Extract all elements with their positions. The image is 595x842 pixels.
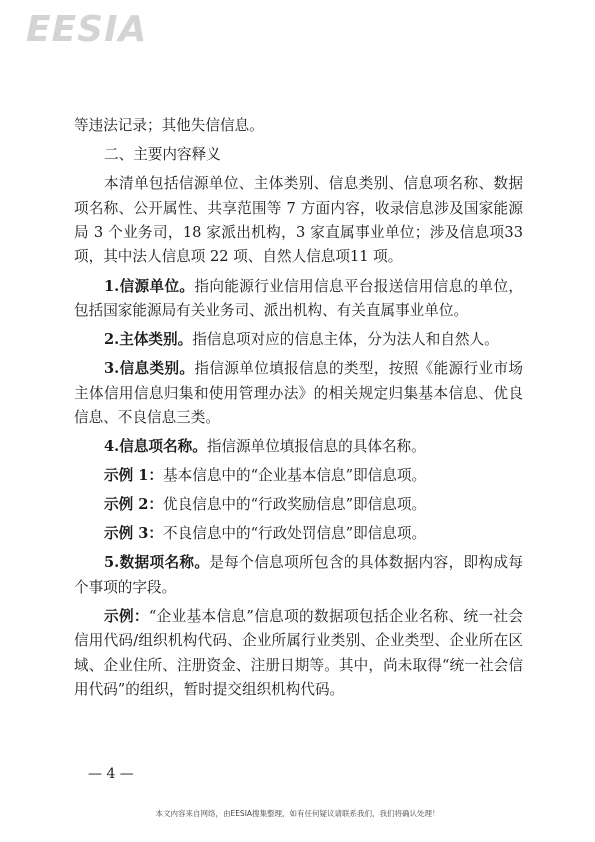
paragraph-example-1 bbox=[74, 464, 523, 488]
footer-disclaimer: 本文内容来自网络，由EESIA搜集整理，如有任何疑议请联系我们，我们将确认处理！ bbox=[155, 809, 440, 818]
example-text-3: 不良信息中的“行政处罚信息”即信息项。 bbox=[163, 525, 427, 543]
example-label-1: 示例 1： bbox=[104, 467, 164, 485]
term-info-category: 3.信息类别。 bbox=[104, 360, 195, 378]
example-text-4: “企业基本信息”信息项的数据项包括企业名称、统一社会信用代码/组织机构代码、企业所属行业类别、企业类型、企业所在区域、企业住所、注册资金、注册日期等。其中，尚未取得“统一社会信用代码”的组织，暂时提交组织机构代码。 bbox=[74, 607, 523, 699]
term-data-item-name: 5.数据项名称。 bbox=[104, 554, 210, 572]
example-text-2: 优良信息中的“行政奖励信息”即信息项。 bbox=[163, 496, 427, 514]
paragraph-example-3 bbox=[74, 522, 523, 546]
paragraph-example-4 bbox=[74, 605, 523, 703]
definition-data-item-name: 是每个信息项所包含的具体数据内容，即构成每个事项的字段。 bbox=[74, 554, 523, 596]
definition-subject-category: 指信息项对应的信息主体，分为法人和自然人。 bbox=[192, 331, 499, 348]
paragraph-continuation: 等违法记录；其他失信信息。 bbox=[74, 117, 264, 134]
example-text-1: 基本信息中的“企业基本信息”即信息项。 bbox=[163, 467, 427, 485]
definition-info-item-name: 指信源单位填报信息的具体名称。 bbox=[206, 438, 426, 455]
paragraph-intro: 本清单包括信源单位、主体类别、信息类别、信息项名称、数据项名称、公开属性、共享范围等 7 方面内容，收录信息涉及国家能源局 3 个业务司，18 家派出机构，3 家直属事业单位；涉及信息项33 项，其中法人信息项 22 项、自然人信息项11 项。 bbox=[74, 175, 523, 266]
document-body bbox=[74, 114, 523, 703]
term-subject-category: 2.主体类别。 bbox=[104, 331, 193, 348]
term-info-item-name: 4.信息项名称。 bbox=[104, 438, 207, 455]
eesia-logo: EESIA bbox=[26, 9, 148, 50]
term-source-unit: 1.信源单位。 bbox=[104, 277, 195, 295]
paragraph-example-2 bbox=[74, 493, 523, 517]
example-label-4: 示例： bbox=[104, 607, 149, 625]
definition-info-category: 指信源单位填报信息的类型，按照《能源行业市场主体信用信息归集和使用管理办法》的相关规定归集基本信息、优良信息、不良信息三类。 bbox=[74, 360, 523, 426]
page-number: — 4 — bbox=[88, 766, 134, 782]
paragraph-item-4 bbox=[74, 435, 523, 459]
example-label-2: 示例 2： bbox=[104, 496, 164, 514]
paragraph-item-1 bbox=[74, 275, 523, 324]
example-label-3: 示例 3： bbox=[104, 525, 164, 543]
section-heading: 二、主要内容释义 bbox=[104, 146, 221, 164]
paragraph-item-3 bbox=[74, 357, 523, 430]
paragraph-item-2 bbox=[74, 328, 523, 352]
paragraph-item-5 bbox=[74, 551, 523, 600]
definition-source-unit: 指向能源行业信用信息平台报送信用信息的单位，包括国家能源局有关业务司、派出机构、有关直属事业单位。 bbox=[74, 277, 523, 319]
